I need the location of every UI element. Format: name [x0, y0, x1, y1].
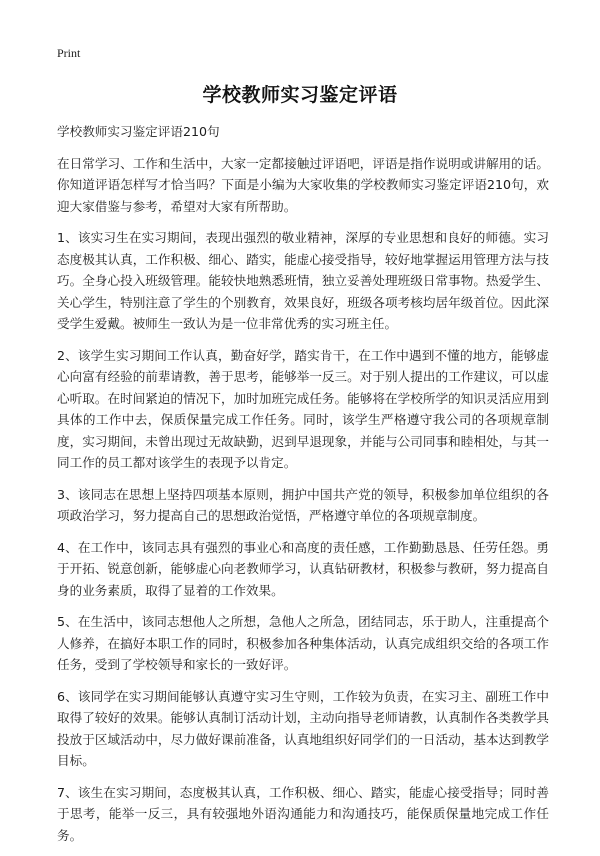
page-title: 学校教师实习鉴定评语	[202, 84, 398, 106]
print-link[interactable]: Print	[57, 46, 81, 60]
comment-paragraph-7: 7、该生在实习期间，态度极其认真，工作积极、细心、踏实，能虚心接受指导；同时善于思考，能举一反三，具有较强地外语沟通能力和沟通技巧，能保质保量地完成工作任务。	[57, 784, 549, 843]
intro-paragraph: 在日常学习、工作和生活中，大家一定都接触过评语吧，评语是指作说明或讲解用的话。你知道评语怎样写才恰当吗？下面是小编为大家收集的学校教师实习鉴定评语210句，欢迎大家借鉴与参考，希望对大家有所帮助。	[57, 155, 549, 214]
comment-paragraph-5: 5、在生活中，该同志想他人之所想，急他人之所急，团结同志，乐于助人，注重提高个人修养，在搞好本职工作的同时，积极参加各种集体活动，认真完成组织交给的各项工作任务，受到了学校领导和家长的一致好评。	[57, 614, 549, 672]
comment-paragraph-3: 3、该同志在思想上坚持四项基本原则，拥护中国共产党的领导，积极参加单位组织的各项政治学习，努力提高自己的思想政治觉悟，严格遵守单位的各项规章制度。	[57, 486, 549, 523]
document-subtitle: 学校教师实习鉴定评语210句	[57, 124, 220, 139]
comment-paragraph-4: 4、在工作中，该同志具有强烈的事业心和高度的责任感，工作勤勤恳恳、任劳任怨。勇于开拓、锐意创新，能够虚心向老教师学习，认真钻研教材，积极参与教研，努力提高自身的业务素质，取得了显着的工作效果。	[57, 539, 549, 598]
comment-paragraph-1: 1、该实习生在实习期间，表现出强烈的敬业精神，深厚的专业思想和良好的师德。实习态度极其认真，工作积极、细心、踏实，能虚心接受指导，较好地掌握运用管理方法与技巧。全身心投入班级管理。能较快地熟悉班情，独立妥善处理班级日常事物。热爱学生、关心学生，特别注意了学生的个别教育，效果良好，班级各项考核均居年级首位。因此深受学生爱戴。被师生一致认为是一位非常优秀的实习班主任。	[57, 230, 549, 331]
comment-paragraph-2: 2、该学生实习期间工作认真，勤奋好学，踏实肯干，在工作中遇到不懂的地方，能够虚心向富有经验的前辈请教，善于思考，能够举一反三。对于别人提出的工作建议，可以虚心听取。在时间紧迫的情况下，加时加班完成任务。能够将在学校所学的知识灵活应用到具体的工作中去，保质保量完成工作任务。同时，该学生严格遵守我公司的各项规章制度，实习期间，未曾出现过无故缺勤，迟到早退现象，并能与公司同事和睦相处，与其一同工作的员工都对该学生的表现予以肯定。	[57, 347, 549, 470]
document-body	[57, 121, 549, 856]
comment-paragraph-6: 6、该同学在实习期间能够认真遵守实习生守则，工作较为负责，在实习主、副班工作中取得了较好的效果。能够认真制订活动计划，主动向指导老师请教，认真制作各类教学具投放于区域活动中，尽力做好课前准备，认真地组织好同学们的一日活动，基本达到教学目标。	[57, 688, 549, 768]
